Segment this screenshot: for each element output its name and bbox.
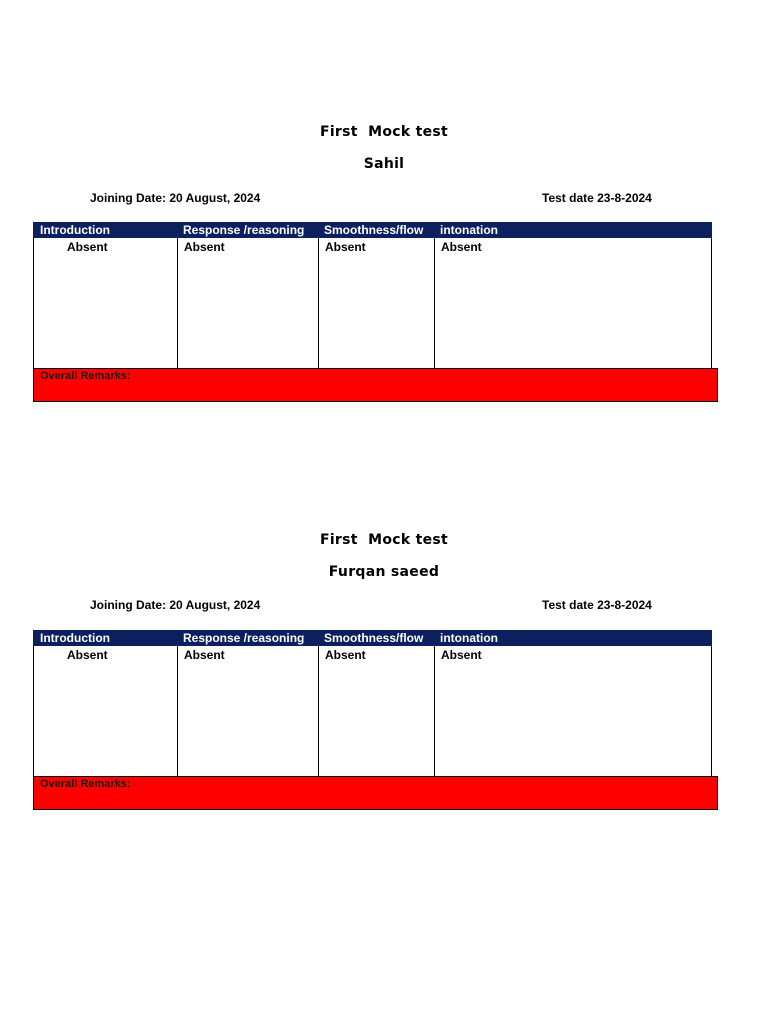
table-header-row [33, 630, 712, 646]
header-intonation: intonation [440, 223, 498, 237]
header-response-reasoning: Response /reasoning [183, 223, 305, 237]
header-intonation: intonation [440, 631, 498, 645]
intonation-value: Absent [441, 240, 482, 254]
overall-remarks-row [33, 776, 718, 810]
response-reasoning-value: Absent [184, 240, 225, 254]
overall-remarks-row [33, 368, 718, 402]
response-reasoning-value: Absent [184, 648, 225, 662]
report-title: First Mock test [319, 532, 449, 548]
column-divider [434, 646, 435, 776]
column-divider [434, 238, 435, 368]
smoothness-flow-value: Absent [325, 648, 366, 662]
column-divider [177, 238, 178, 368]
header-smoothness-flow: Smoothness/flow [324, 223, 424, 237]
student-name: Furqan saeed [328, 564, 440, 580]
header-introduction: Introduction [40, 631, 110, 645]
table-header-row [33, 222, 712, 238]
overall-remarks-label: Overall Remarks: [40, 778, 131, 790]
smoothness-flow-value: Absent [325, 240, 366, 254]
test-date: Test date 23-8-2024 [542, 191, 652, 205]
table-row [33, 238, 712, 368]
student-name: Sahil [363, 156, 405, 172]
overall-remarks-label: Overall Remarks: [40, 370, 131, 382]
column-divider [177, 646, 178, 776]
header-smoothness-flow: Smoothness/flow [324, 631, 424, 645]
intonation-value: Absent [441, 648, 482, 662]
joining-date: Joining Date: 20 August, 2024 [90, 191, 261, 205]
table-row [33, 646, 712, 776]
column-divider [318, 646, 319, 776]
introduction-value: Absent [67, 648, 108, 662]
joining-date: Joining Date: 20 August, 2024 [90, 598, 261, 612]
header-response-reasoning: Response /reasoning [183, 631, 305, 645]
column-divider [318, 238, 319, 368]
header-introduction: Introduction [40, 223, 110, 237]
test-date: Test date 23-8-2024 [542, 598, 652, 612]
report-title: First Mock test [319, 124, 449, 140]
introduction-value: Absent [67, 240, 108, 254]
